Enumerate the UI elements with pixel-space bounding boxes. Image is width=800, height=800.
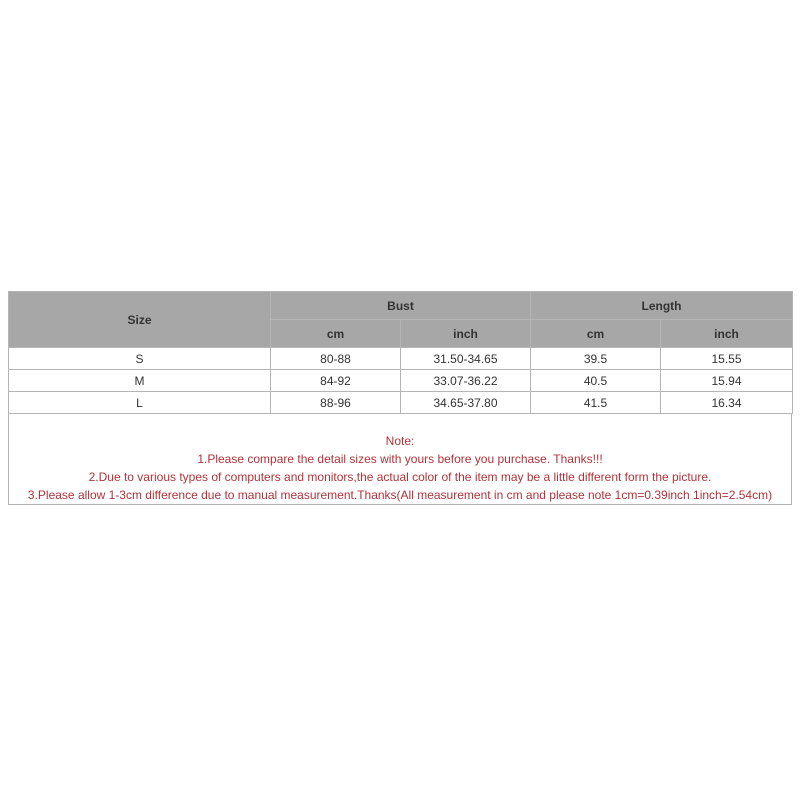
- size-cell: M: [9, 370, 271, 392]
- size-cell: S: [9, 348, 271, 370]
- table-row: [9, 370, 793, 392]
- length-inch-cell: 15.94: [661, 370, 793, 392]
- bust-cm-cell: 84-92: [271, 370, 401, 392]
- length-cm-cell: 39.5: [531, 348, 661, 370]
- length-inch-header: inch: [661, 320, 793, 348]
- length-cm-cell: 41.5: [531, 392, 661, 414]
- notes-box: [8, 414, 792, 505]
- note-line-1: 1.Please compare the detail sizes with yours before you purchase. Thanks!!!: [197, 452, 603, 466]
- size-cell: L: [9, 392, 271, 414]
- bust-inch-cell: 31.50-34.65: [401, 348, 531, 370]
- length-column-header: Length: [531, 292, 793, 320]
- bust-cm-cell: 88-96: [271, 392, 401, 414]
- header-row: [9, 292, 793, 320]
- length-cm-header: cm: [531, 320, 661, 348]
- bust-inch-cell: 34.65-37.80: [401, 392, 531, 414]
- length-inch-cell: 16.34: [661, 392, 793, 414]
- bust-column-header: Bust: [271, 292, 531, 320]
- bust-cm-cell: 80-88: [271, 348, 401, 370]
- length-inch-cell: 15.55: [661, 348, 793, 370]
- table-row: [9, 348, 793, 370]
- bust-inch-cell: 33.07-36.22: [401, 370, 531, 392]
- table-row: [9, 392, 793, 414]
- note-title: Note:: [385, 434, 415, 448]
- note-line-2: 2.Due to various types of computers and monitors,the actual color of the item may be a little different form the picture.: [88, 470, 712, 484]
- size-chart: [8, 291, 792, 505]
- size-table: [8, 291, 793, 414]
- size-column-header: Size: [9, 292, 271, 348]
- length-cm-cell: 40.5: [531, 370, 661, 392]
- note-line-3: 3.Please allow 1-3cm difference due to manual measurement.Thanks(All measurement in cm and please note 1cm=0.39inch 1inch=2.54cm): [27, 488, 773, 502]
- bust-cm-header: cm: [271, 320, 401, 348]
- bust-inch-header: inch: [401, 320, 531, 348]
